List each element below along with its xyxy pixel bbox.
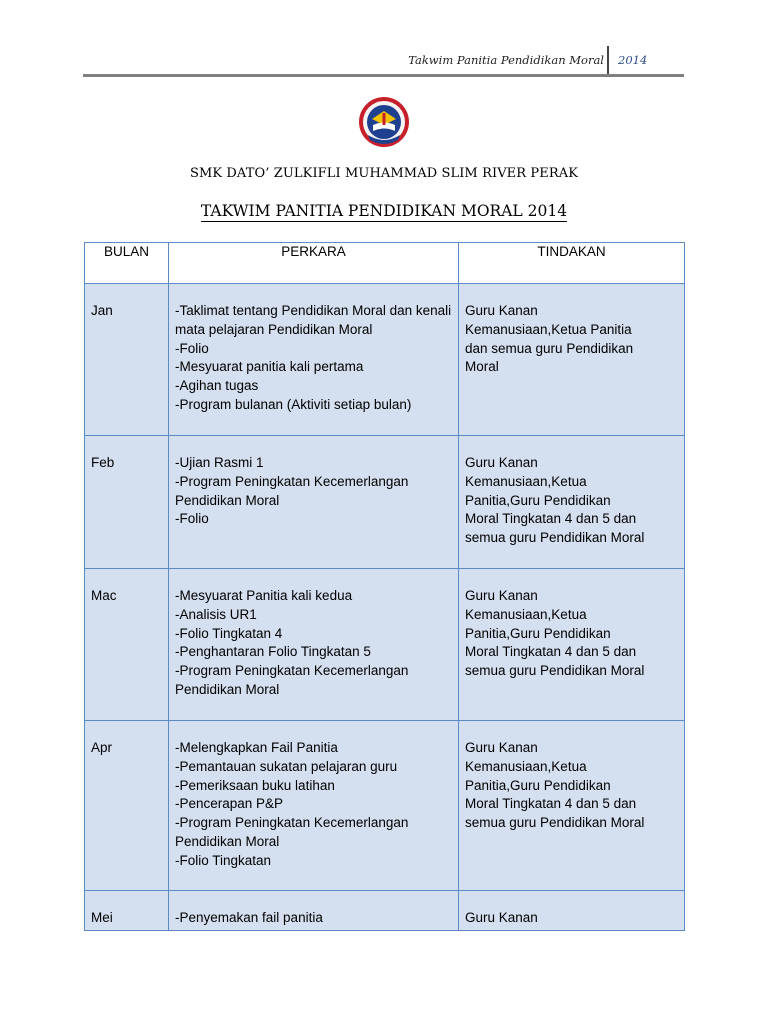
perkara-item: -Ujian Rasmi 1 — [175, 455, 264, 470]
header-separator — [607, 46, 609, 76]
cell-perkara — [169, 284, 459, 436]
header-year: 2014 — [618, 53, 648, 67]
tindakan-line: Moral — [465, 359, 499, 375]
document-title-text: TAKWIM PANITIA PENDIDIKAN MORAL 2014 — [200, 202, 568, 220]
header-rule — [83, 74, 684, 77]
perkara-item: -Pemantauan sukatan pelajaran guru — [175, 758, 398, 774]
cell-perkara — [169, 891, 459, 931]
tindakan-line: Guru Kanan — [465, 588, 538, 603]
tindakan-line: Moral Tingkatan 4 dan 5 dan — [465, 511, 637, 527]
cell-perkara — [169, 436, 459, 569]
perkara-item: -Agihan tugas — [175, 378, 259, 394]
table-header-row — [85, 243, 685, 284]
cell-tindakan — [459, 569, 685, 721]
perkara-item: -Folio Tingkatan — [175, 852, 272, 868]
perkara-item: -Penghantaran Folio Tingkatan 5 — [175, 644, 371, 660]
bulan-label: Jan — [91, 303, 113, 318]
perkara-item: -Mesyuarat panitia kali pertama — [175, 359, 364, 375]
perkara-item: -Penyemakan fail panitia — [175, 910, 323, 925]
perkara-item: -Folio Tingkatan 4 — [175, 625, 283, 641]
perkara-item: -Program Peningkatan Kecemerlangan — [175, 815, 409, 831]
perkara-item: Pendidikan Moral — [175, 492, 280, 508]
perkara-item: -Folio — [175, 340, 209, 356]
perkara-item: Pendidikan Moral — [175, 681, 280, 697]
cell-bulan — [85, 284, 169, 436]
document-title — [0, 202, 768, 220]
school-name: SMK DATO’ ZULKIFLI MUHAMMAD SLIM RIVER PERAK — [189, 166, 579, 181]
bulan-label: Apr — [91, 740, 113, 755]
tindakan-line: Guru Kanan — [465, 740, 538, 755]
table-row — [85, 436, 685, 569]
table-body — [85, 284, 685, 931]
cell-tindakan — [459, 891, 685, 931]
cell-perkara — [169, 569, 459, 721]
perkara-item: -Analisis UR1 — [175, 606, 257, 622]
perkara-item: -Melengkapkan Fail Panitia — [175, 740, 338, 755]
tindakan-line: Kemanusiaan,Ketua Panitia — [465, 321, 632, 337]
page-header — [83, 44, 684, 76]
perkara-item: -Program Peningkatan Kecemerlangan — [175, 663, 409, 679]
tindakan-line: semua guru Pendidikan Moral — [465, 530, 645, 546]
header-bulan: BULAN — [85, 243, 169, 284]
cell-tindakan — [459, 284, 685, 436]
tindakan-line: Kemanusiaan,Ketua — [465, 758, 587, 774]
bulan-label: Mac — [91, 588, 117, 603]
tindakan-line: Guru Kanan — [465, 303, 538, 318]
tindakan-line: Panitia,Guru Pendidikan — [465, 777, 611, 793]
tindakan-line: semua guru Pendidikan Moral — [465, 815, 645, 831]
tindakan-line: dan semua guru Pendidikan — [465, 340, 634, 356]
perkara-item: -Taklimat tentang Pendidikan Moral dan kenali — [175, 303, 452, 318]
perkara-item: -Mesyuarat Panitia kali kedua — [175, 588, 353, 603]
tindakan-line: semua guru Pendidikan Moral — [465, 663, 645, 679]
cell-bulan — [85, 436, 169, 569]
table-row — [85, 721, 685, 891]
tindakan-line: Kemanusiaan,Ketua — [465, 473, 587, 489]
tindakan-line: Kemanusiaan,Ketua — [465, 606, 587, 622]
perkara-item: -Pemeriksaan buku latihan — [175, 777, 335, 793]
takwim-table — [84, 242, 685, 931]
cell-bulan — [85, 891, 169, 931]
header-perkara: PERKARA — [169, 243, 459, 284]
tindakan-line: Moral Tingkatan 4 dan 5 dan — [465, 644, 637, 660]
bulan-label: Feb — [91, 455, 115, 470]
cell-tindakan — [459, 436, 685, 569]
tindakan-line: Guru Kanan — [465, 910, 538, 925]
perkara-item: -Program Peningkatan Kecemerlangan — [175, 473, 409, 489]
perkara-item: mata pelajaran Pendidikan Moral — [175, 321, 373, 337]
perkara-item: -Folio — [175, 511, 209, 527]
cell-tindakan — [459, 721, 685, 891]
cell-perkara — [169, 721, 459, 891]
cell-bulan — [85, 569, 169, 721]
tindakan-line: Panitia,Guru Pendidikan — [465, 492, 611, 508]
perkara-item: Pendidikan Moral — [175, 833, 280, 849]
bulan-label: Mei — [91, 910, 113, 925]
school-crest-logo — [358, 95, 410, 149]
tindakan-line: Guru Kanan — [465, 455, 538, 470]
perkara-item: -Program bulanan (Aktiviti setiap bulan) — [175, 396, 412, 412]
cell-bulan — [85, 721, 169, 891]
perkara-item: -Pencerapan P&P — [175, 796, 284, 812]
table-row — [85, 891, 685, 931]
table-row — [85, 284, 685, 436]
header-doc-title: Takwim Panitia Pendidikan Moral — [408, 53, 604, 67]
tindakan-line: Panitia,Guru Pendidikan — [465, 625, 611, 641]
table-row — [85, 569, 685, 721]
header-tindakan: TINDAKAN — [459, 243, 685, 284]
tindakan-line: Moral Tingkatan 4 dan 5 dan — [465, 796, 637, 812]
